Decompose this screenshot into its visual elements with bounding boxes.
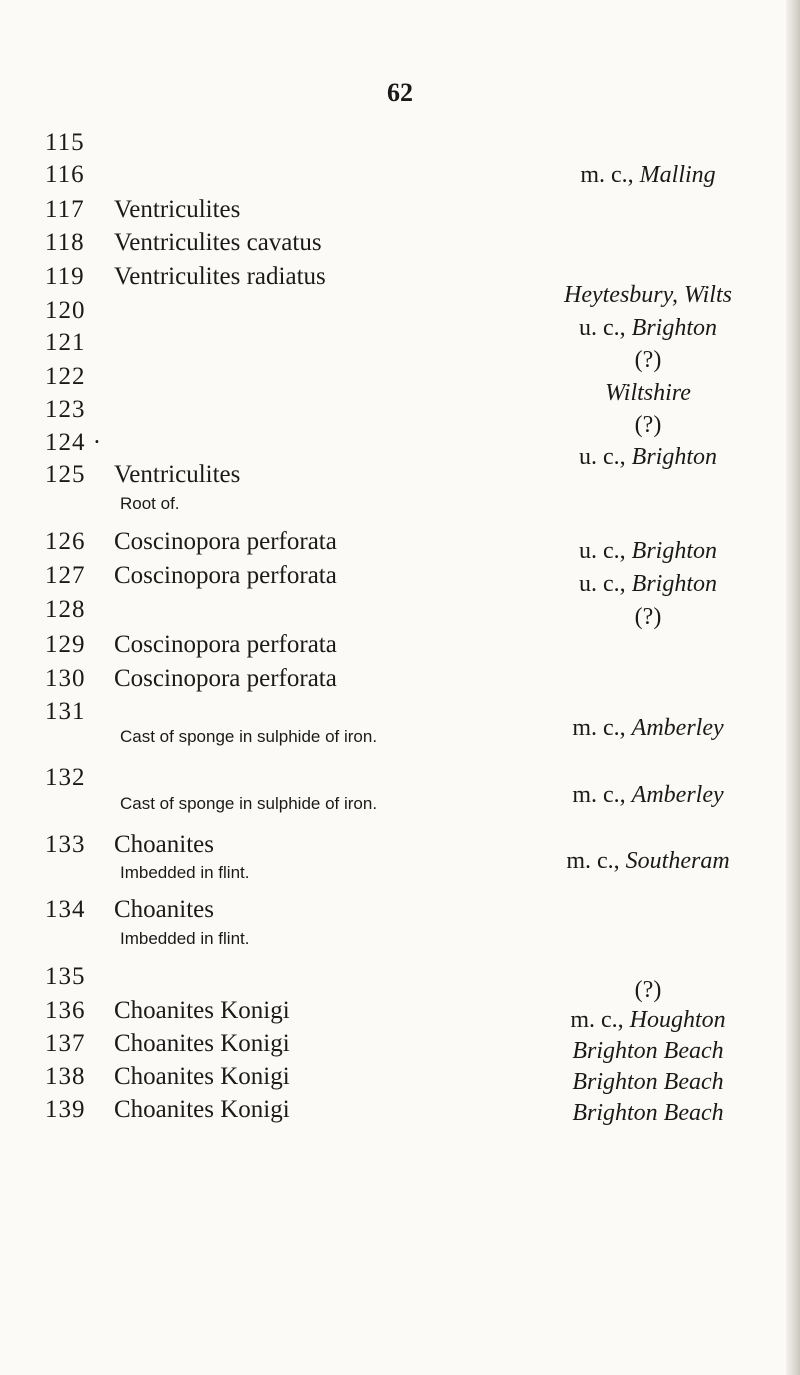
entry-locality: [530, 536, 766, 566]
entry-locality: [530, 602, 766, 632]
entry-locality: [530, 846, 766, 876]
entry-locality: [530, 569, 766, 599]
entry-locality: [530, 1067, 766, 1097]
entry-locality: [530, 780, 766, 810]
locality-place: Brighton: [631, 444, 717, 470]
entry-number: 120: [45, 297, 86, 324]
page-number: 62: [387, 78, 413, 107]
locality-place: Brighton Beach: [572, 1069, 724, 1095]
entry-number: 138: [45, 1063, 86, 1090]
locality-place: Malling: [639, 162, 716, 188]
locality-place: Brighton: [631, 571, 717, 597]
entry-species: Choanites Konigi: [114, 997, 290, 1024]
entry-number: 126: [45, 528, 86, 555]
locality-prefix: (?): [634, 604, 662, 630]
entry-number: 127: [45, 562, 86, 589]
entry-locality: [530, 313, 766, 343]
entry-species: Coscinopora perforata: [114, 665, 337, 692]
entry-species: Ventriculites cavatus: [114, 229, 322, 256]
locality-place: Brighton: [631, 315, 717, 341]
entry-species: Coscinopora perforata: [114, 562, 337, 589]
locality-prefix: u. c.,: [579, 444, 632, 470]
locality-place: Amberley: [631, 782, 724, 808]
entry-locality: [530, 1036, 766, 1066]
entry-locality: [530, 280, 766, 310]
entry-note: Cast of sponge in sulphide of iron.: [120, 727, 378, 746]
locality-place: Heytesbury, Wilts: [564, 282, 732, 308]
locality-place: Amberley: [631, 715, 724, 741]
entry-note: Root of.: [120, 494, 180, 513]
entry-number: 128: [45, 596, 86, 623]
locality-prefix: m. c.,: [570, 1007, 630, 1033]
entry-number: 137: [45, 1030, 86, 1057]
locality-place: Brighton Beach: [572, 1100, 724, 1126]
locality-place: Houghton: [629, 1007, 726, 1033]
locality-prefix: m. c.,: [572, 715, 632, 741]
entry-locality: [530, 1005, 766, 1035]
entry-number: 132: [45, 764, 86, 791]
entry-locality: [530, 410, 766, 440]
locality-prefix: u. c.,: [579, 571, 632, 597]
entry-species: Choanites: [114, 831, 214, 858]
entry-locality: [530, 160, 766, 190]
locality-prefix: (?): [634, 412, 662, 438]
locality-place: Wiltshire: [605, 380, 691, 406]
entry-species: Choanites: [114, 896, 214, 923]
entry-species: Ventriculites: [114, 196, 241, 223]
entry-number: 115: [45, 129, 85, 156]
entry-locality: [530, 378, 766, 408]
locality-prefix: (?): [634, 347, 662, 373]
entry-number: 116: [45, 161, 85, 188]
entry-number: 130: [45, 665, 86, 692]
locality-prefix: u. c.,: [579, 538, 632, 564]
entry-number: 124 ·: [45, 429, 103, 456]
entry-number: 117: [45, 196, 85, 223]
entry-species: Coscinopora perforata: [114, 631, 337, 658]
entry-note: Imbedded in flint.: [120, 863, 250, 882]
entry-number: 131: [45, 698, 86, 725]
locality-place: Brighton: [631, 538, 717, 564]
locality-prefix: m. c.,: [580, 162, 640, 188]
entry-locality: [530, 975, 766, 1005]
entry-number: 136: [45, 997, 86, 1024]
entry-locality: [530, 345, 766, 375]
entry-locality: [530, 442, 766, 472]
entry-number: 133: [45, 831, 86, 858]
entry-species: Choanites Konigi: [114, 1096, 290, 1123]
entry-number: 135: [45, 963, 86, 990]
entry-number: 118: [45, 229, 85, 256]
entry-number: 119: [45, 263, 85, 290]
page-edge-shadow: [786, 0, 800, 1375]
entry-species: Ventriculites radiatus: [114, 263, 326, 290]
locality-prefix: m. c.,: [566, 848, 626, 874]
locality-prefix: m. c.,: [572, 782, 632, 808]
entry-locality: [530, 1098, 766, 1128]
entry-number: 125: [45, 461, 86, 488]
locality-prefix: (?): [634, 977, 662, 1003]
locality-prefix: u. c.,: [579, 315, 632, 341]
entry-note: Cast of sponge in sulphide of iron.: [120, 794, 378, 813]
entry-species: Choanites Konigi: [114, 1030, 290, 1057]
entry-number: 129: [45, 631, 86, 658]
entry-number: 122: [45, 363, 86, 390]
entry-note: Imbedded in flint.: [120, 929, 250, 948]
entry-species: Choanites Konigi: [114, 1063, 290, 1090]
locality-place: Brighton Beach: [572, 1038, 724, 1064]
locality-place: Southeram: [625, 848, 730, 874]
entry-species: Ventriculites: [114, 461, 241, 488]
entry-number: 139: [45, 1096, 86, 1123]
entry-species: Coscinopora perforata: [114, 528, 337, 555]
entry-number: 123: [45, 396, 86, 423]
entry-number: 134: [45, 896, 86, 923]
entry-locality: [530, 713, 766, 743]
entry-number: 121: [45, 329, 86, 356]
